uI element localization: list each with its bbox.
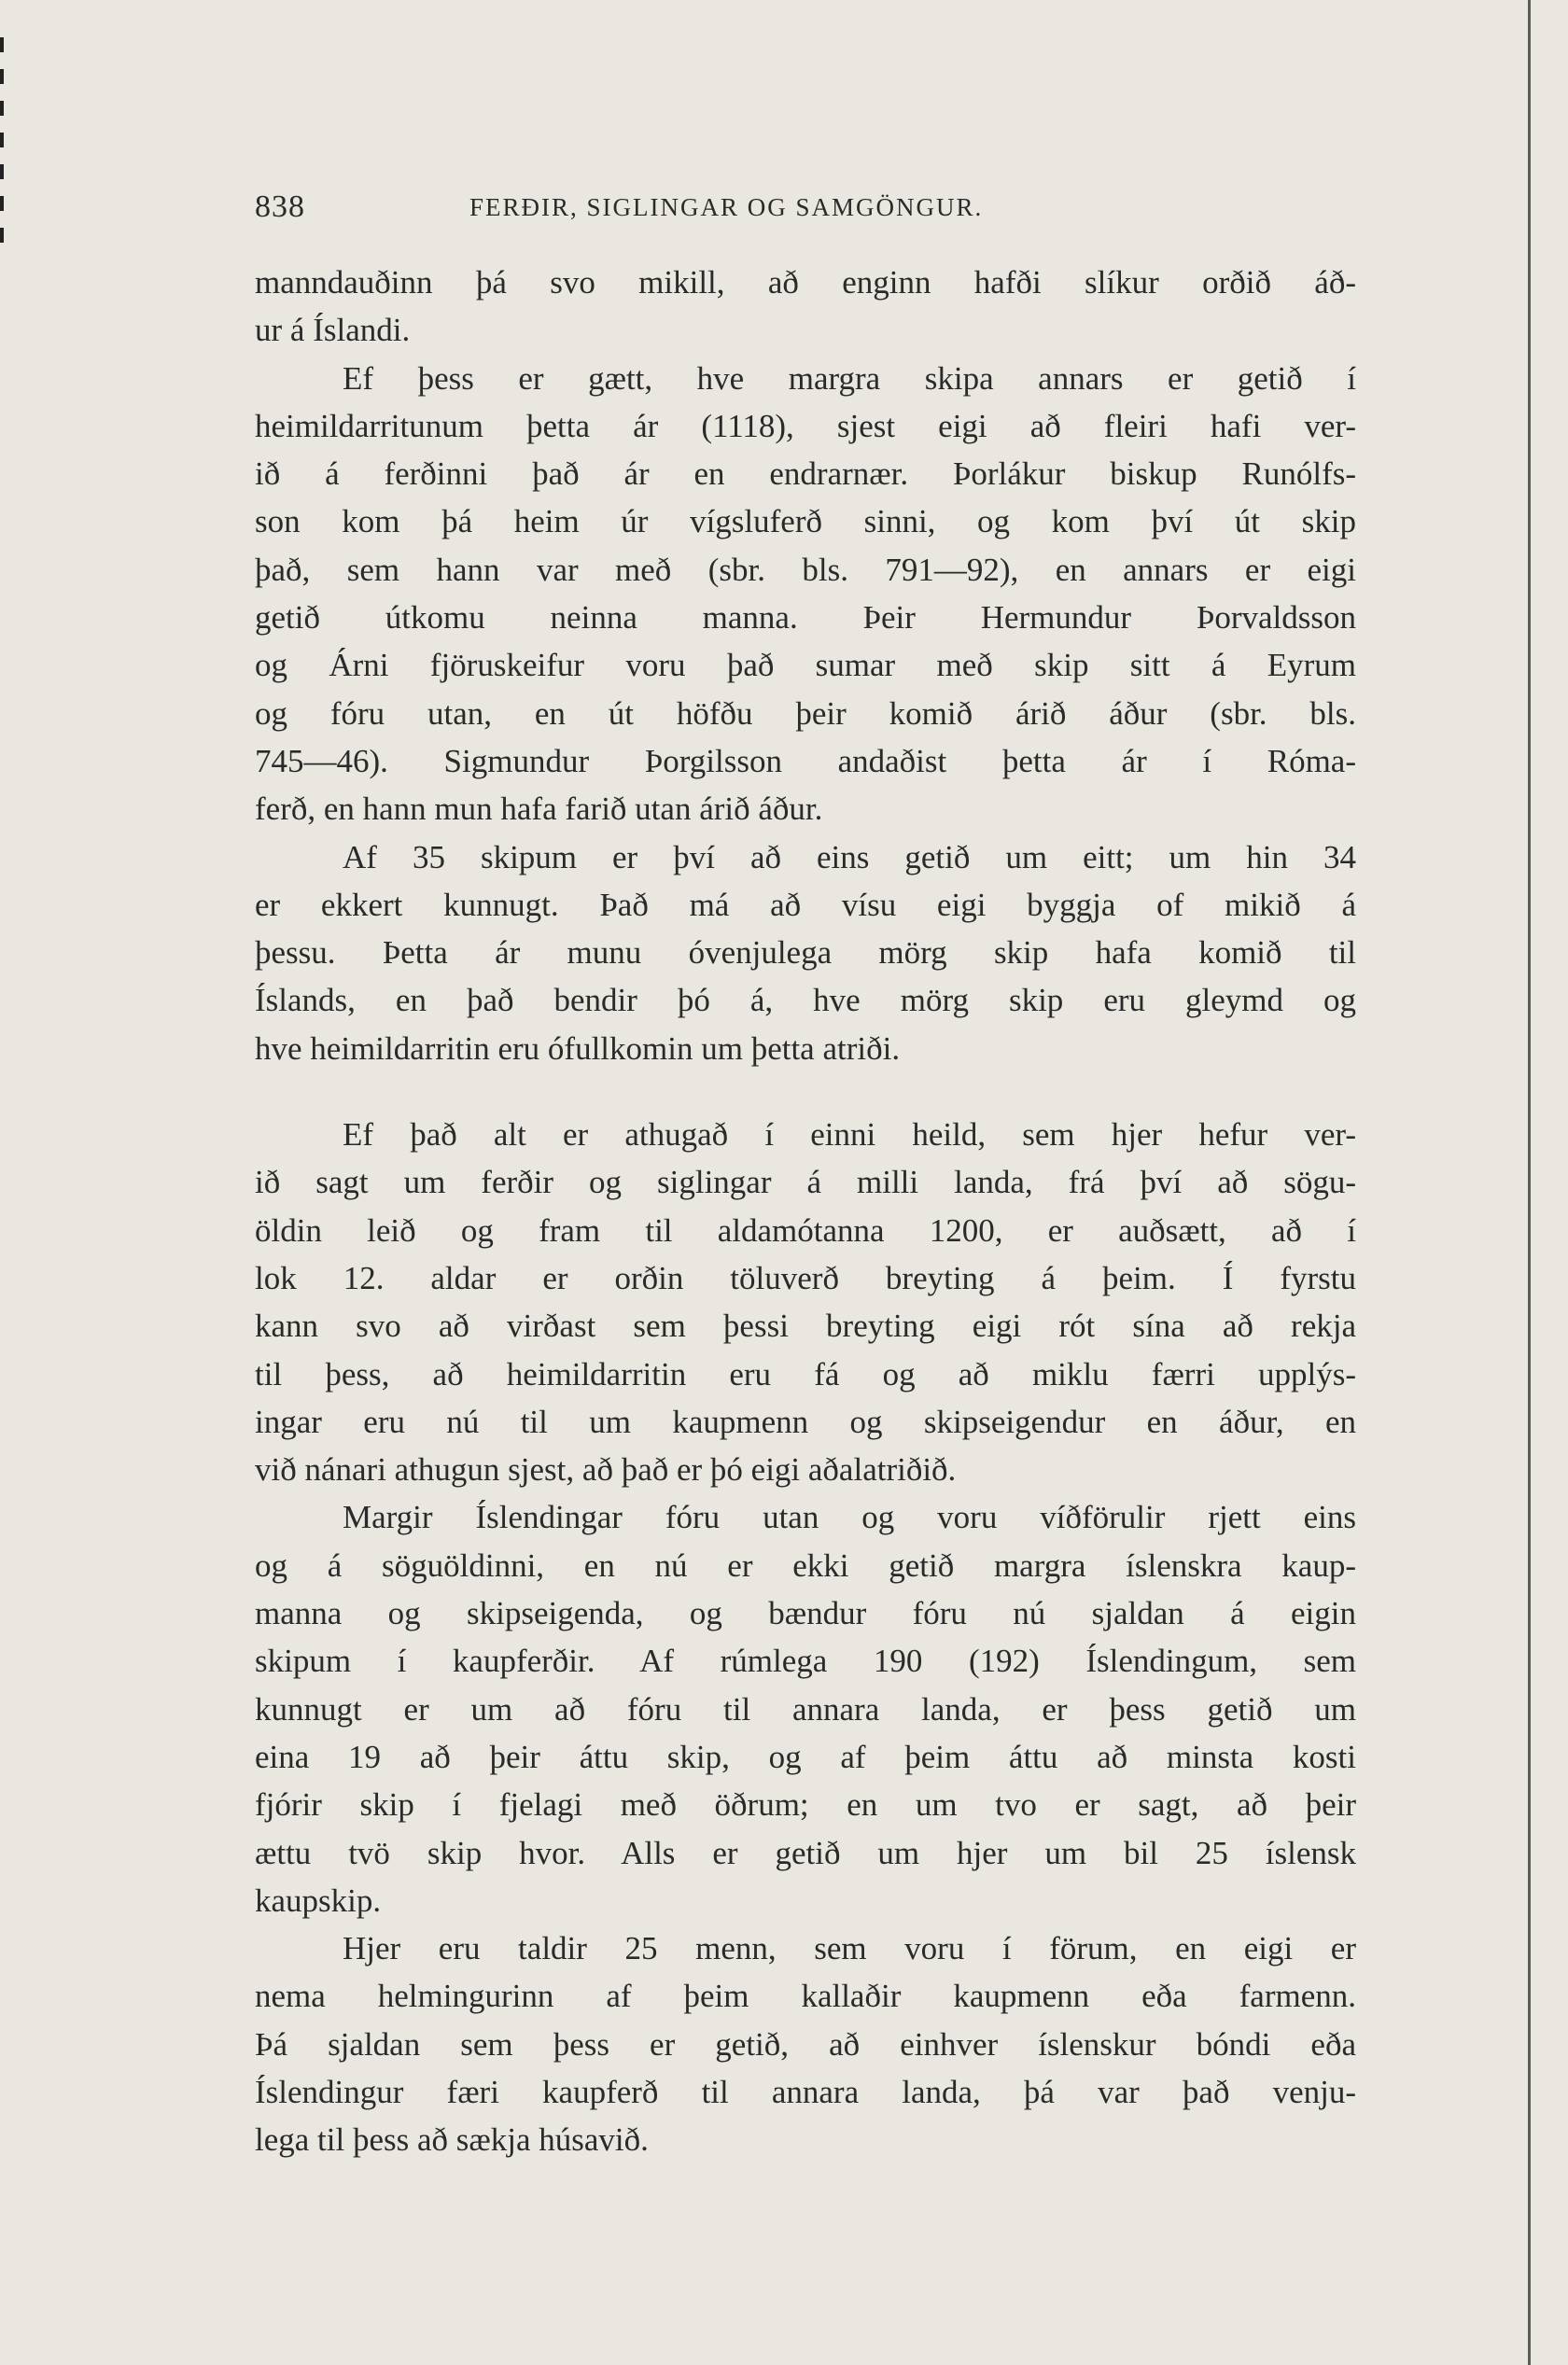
text-line: kunnugt er um að fóru til annara landa, er þess getið um: [255, 1690, 1356, 1728]
text-line: og fóru utan, en út höfðu þeir komið árið áður (sbr. bls.: [255, 694, 1356, 732]
text-line: kaupskip.: [255, 1882, 382, 1919]
text-line: Íslands, en það bendir þó á, hve mörg skip eru gleymd og: [255, 982, 1356, 1019]
text-line: og Árni fjöruskeifur voru það sumar með skip sitt á Eyrum: [255, 647, 1356, 684]
text-line: Þá sjaldan sem þess er getið, að einhver íslenskur bóndi eða: [255, 2025, 1356, 2063]
text-line: ið á ferðinni það ár en endrarnær. Þorlákur biskup Runólfs-: [255, 455, 1356, 493]
text-line: ingar eru nú til um kaupmenn og skipseigendur en áður, en: [255, 1403, 1356, 1440]
page-number: 838: [255, 189, 305, 224]
text-line: nema helmingurinn af þeim kallaðir kaupmenn eða farmenn.: [255, 1978, 1356, 2015]
text-line: fjórir skip í fjelagi með öðrum; en um tvo er sagt, að þeir: [255, 1786, 1356, 1824]
text-line: ur á Íslandi.: [255, 312, 411, 349]
text-line: ferð, en hann mun hafa farið utan árið áður.: [255, 791, 823, 828]
text-line: Af 35 skipum er því að eins getið um eitt; um hin 34: [343, 838, 1356, 875]
text-line: öldin leið og fram til aldamótanna 1200, er auðsætt, að í: [255, 1211, 1356, 1249]
text-line: hve heimildarritin eru ófullkomin um þetta atriði.: [255, 1029, 901, 1067]
text-line: 745—46). Sigmundur Þorgilsson andaðist þetta ár í Róma-: [255, 742, 1356, 779]
body-text: [255, 259, 1356, 2164]
text-line: þessu. Þetta ár munu óvenjulega mörg skip hafa komið til: [255, 934, 1356, 972]
text-line: það, sem hann var með (sbr. bls. 791—92), en annars er eigi: [255, 551, 1356, 588]
page-edge-line: [1528, 0, 1531, 2365]
text-line: eina 19 að þeir áttu skip, og af þeim áttu að minsta kosti: [255, 1738, 1356, 1775]
text-line: skipum í kaupferðir. Af rúmlega 190 (192) Íslendingum, sem: [255, 1643, 1356, 1680]
scan-edge-marks: [0, 37, 4, 252]
page-header: [255, 189, 1151, 236]
text-line: og á söguöldinni, en nú er ekki getið margra íslenskra kaup-: [255, 1546, 1356, 1584]
text-line: heimildarritunum þetta ár (1118), sjest eigi að fleiri hafi ver-: [255, 407, 1356, 444]
text-line: til þess, að heimildarritin eru fá og að miklu færri upplýs-: [255, 1355, 1356, 1392]
running-head: FERÐIR, SIGLINGAR OG SAMGÖNGUR.: [469, 193, 984, 221]
text-line: ið sagt um ferðir og siglingar á milli landa, frá því að sögu-: [255, 1164, 1356, 1201]
text-line: Íslendingur færi kaupferð til annara landa, þá var það venju-: [255, 2073, 1356, 2110]
text-line: manndauðinn þá svo mikill, að enginn hafði slíkur orðið áð-: [255, 264, 1356, 301]
text-line: son kom þá heim úr vígsluferð sinni, og kom því út skip: [255, 503, 1356, 540]
text-line: er ekkert kunnugt. Það má að vísu eigi byggja of mikið á: [255, 886, 1356, 923]
text-line: Ef þess er gætt, hve margra skipa annars er getið í: [343, 359, 1356, 397]
section-spacer: [255, 1072, 1356, 1111]
text-line: manna og skipseigenda, og bændur fóru nú sjaldan á eigin: [255, 1595, 1356, 1632]
text-line: lok 12. aldar er orðin töluverð breyting á þeim. Í fyrstu: [255, 1259, 1356, 1296]
text-line: kann svo að virðast sem þessi breyting eigi rót sína að rekja: [255, 1308, 1356, 1345]
text-line: Ef það alt er athugað í einni heild, sem hjer hefur ver-: [343, 1116, 1356, 1154]
text-line: Margir Íslendingar fóru utan og voru víðförulir rjett eins: [343, 1499, 1356, 1536]
text-line: ættu tvö skip hvor. Alls er getið um hjer um bil 25 íslensk: [255, 1834, 1356, 1871]
text-line: lega til þess að sækja húsavið.: [255, 2121, 649, 2159]
text-line: Hjer eru taldir 25 menn, sem voru í förum, en eigi er: [343, 1930, 1356, 1967]
text-line: við nánari athugun sjest, að það er þó eigi aðalatriðið.: [255, 1451, 957, 1489]
text-line: getið útkomu neinna manna. Þeir Hermundur Þorvaldsson: [255, 599, 1356, 637]
